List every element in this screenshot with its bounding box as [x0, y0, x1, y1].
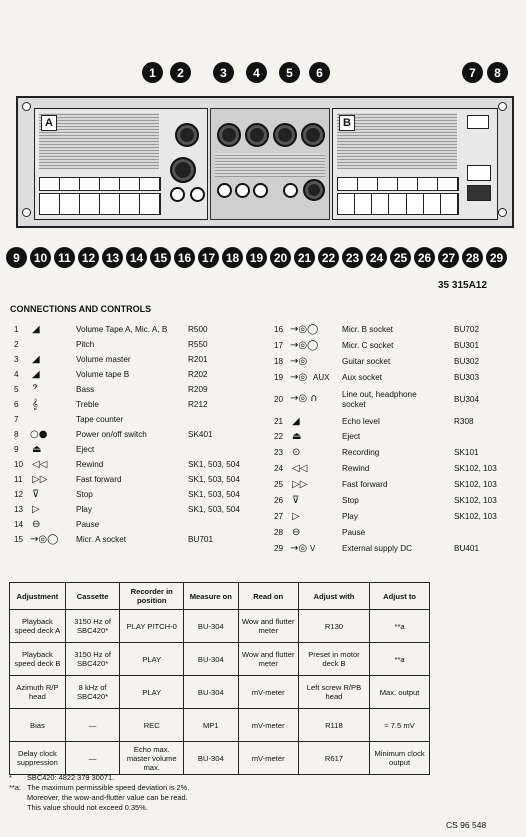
item-number: 7: [14, 415, 19, 424]
mic-a-socket[interactable]: [170, 187, 185, 202]
item-number: 9: [14, 445, 19, 454]
table-cell: Wow and flutter meter: [238, 610, 298, 643]
item-number: 21: [274, 417, 284, 426]
item-label: Play: [342, 512, 358, 521]
item-label: Micr. B socket: [342, 325, 393, 334]
callout-21: 21: [294, 247, 315, 268]
callout-5: 5: [279, 62, 300, 83]
list-item: [10, 502, 260, 517]
record-icon: ⊙: [292, 447, 301, 458]
item-code: SK102, 103: [454, 464, 497, 473]
table-cell: BU-304: [184, 676, 239, 709]
deck-a-keys[interactable]: [39, 193, 161, 215]
callout-1: 1: [142, 62, 163, 83]
item-number: 18: [274, 357, 284, 366]
column-header: Recorder in position: [120, 583, 184, 610]
item-code: SK102, 103: [454, 496, 497, 505]
item-label: External supply DC: [342, 544, 413, 553]
table-cell: Playback speed deck B: [10, 643, 66, 676]
item-code: R212: [188, 400, 208, 409]
echo-level-knob[interactable]: [303, 179, 325, 201]
item-label: Volume tape B: [76, 370, 130, 379]
deck-b: [332, 108, 498, 220]
pitch-knob[interactable]: [175, 123, 199, 147]
item-label: Aux socket: [342, 373, 383, 382]
item-label: Pitch: [76, 340, 95, 349]
item-number: 17: [274, 341, 284, 350]
fast-forward-icon: ▷▷: [32, 474, 48, 485]
aux-symbol-text: AUX: [313, 373, 330, 382]
item-code: SK1, 503, 504: [188, 505, 240, 514]
item-label: Line out, headphone socket: [342, 390, 417, 409]
callout-11: 11: [54, 247, 75, 268]
table-row: [10, 676, 430, 709]
mic-b-socket[interactable]: [190, 187, 205, 202]
item-label: Treble: [76, 400, 99, 409]
column-header: Measure on: [184, 583, 239, 610]
table-cell: Playback speed deck A: [10, 610, 66, 643]
item-code: BU701: [188, 535, 214, 544]
list-item: [272, 429, 522, 444]
table-cell: —: [65, 742, 120, 775]
slider-icon: ◢: [32, 324, 40, 335]
item-label: Play: [76, 505, 92, 514]
table-cell: REC: [120, 709, 184, 742]
table-cell: Bias: [10, 709, 66, 742]
table-cell: MP1: [184, 709, 239, 742]
table-row: [10, 643, 430, 676]
table-cell: 3150 Hz of SBC420*: [65, 610, 120, 643]
footnote-mark: *: [9, 773, 12, 782]
table-cell: BU-304: [184, 742, 239, 775]
table-cell: PLAY PITCH-0: [120, 610, 184, 643]
item-number: 14: [14, 520, 24, 529]
footnote: [9, 783, 190, 792]
aux-socket[interactable]: [253, 183, 268, 198]
callout-13: 13: [102, 247, 123, 268]
item-code: BU301: [454, 341, 480, 350]
item-label: Stop: [342, 496, 359, 505]
callout-4: 4: [246, 62, 267, 83]
callout-29: 29: [486, 247, 507, 268]
list-item: [10, 532, 260, 547]
item-label: Volume master: [76, 355, 131, 364]
list-item: [272, 525, 522, 540]
item-number: 11: [14, 475, 23, 484]
footnote-text: SBC420: 4822 379 30071.: [27, 773, 115, 782]
footnote: [9, 773, 115, 782]
column-header: Read on: [238, 583, 298, 610]
deck-b-keys[interactable]: [337, 193, 459, 215]
item-number: 26: [274, 496, 284, 505]
callout-26: 26: [414, 247, 435, 268]
table-cell: Echo max. master volume max.: [120, 742, 184, 775]
item-code: SK101: [454, 448, 479, 457]
mic-c-socket[interactable]: [217, 183, 232, 198]
footnote-text: The maximum permissible speed deviation is 2%.: [27, 783, 190, 792]
item-number: 22: [274, 432, 284, 441]
volume-tape-b-knob[interactable]: [245, 123, 269, 147]
item-label: Recording: [342, 448, 380, 457]
item-code: R201: [188, 355, 208, 364]
mic-socket-icon: →◎◯: [290, 324, 319, 335]
callout-7: 7: [462, 62, 483, 83]
item-label: Tape counter: [76, 415, 124, 424]
list-item: [272, 509, 522, 524]
item-number: 25: [274, 480, 284, 489]
callout-28: 28: [462, 247, 483, 268]
item-number: 16: [274, 325, 284, 334]
callout-20: 20: [270, 247, 291, 268]
item-code: SK1, 503, 504: [188, 490, 240, 499]
list-item: [10, 382, 260, 397]
bass-clef-icon: 𝄢: [32, 384, 39, 395]
table-cell: Minimum clock output: [370, 742, 430, 775]
table-cell: mV-meter: [238, 709, 298, 742]
table-cell: Wow and flutter meter: [238, 643, 298, 676]
item-number: 13: [14, 505, 24, 514]
figure-code: 35 315A12: [438, 280, 487, 291]
list-item: [272, 461, 522, 476]
callout-24: 24: [366, 247, 387, 268]
list-item: [10, 427, 260, 442]
list-item: [10, 352, 260, 367]
item-number: 28: [274, 528, 284, 537]
list-item: [272, 390, 522, 412]
item-code: R500: [188, 325, 208, 334]
stop-icon: ⊽: [292, 495, 300, 506]
page-code: CS 96 548: [446, 820, 487, 830]
list-item: [10, 442, 260, 457]
table-cell: 8 kHz of SBC420*: [65, 676, 120, 709]
item-number: 4: [14, 370, 19, 379]
screw-icon: [498, 102, 507, 111]
slider-icon: ◢: [292, 416, 300, 427]
item-label: Pause: [76, 520, 100, 529]
item-label: Fast forward: [76, 475, 122, 484]
rewind-icon: ◁◁: [32, 459, 48, 470]
table-cell: Azimuth R/P head: [10, 676, 66, 709]
item-code: SK401: [188, 430, 213, 439]
callout-9: 9: [6, 247, 27, 268]
list-item: [272, 477, 522, 492]
list-item: [10, 517, 260, 532]
footnote-mark: **a:: [9, 783, 21, 792]
callout-17: 17: [198, 247, 219, 268]
slider-icon: ◢: [32, 369, 40, 380]
section-heading: CONNECTIONS AND CONTROLS: [10, 304, 152, 314]
mic-socket-icon: →◎◯: [30, 534, 59, 545]
volume-a-knob[interactable]: [170, 157, 196, 183]
table-cell: PLAY: [120, 643, 184, 676]
deck-a-label: A: [41, 115, 57, 131]
pause-icon: ⊖: [292, 527, 301, 538]
power-icon: ○●: [30, 429, 48, 440]
item-label: Rewind: [342, 464, 370, 473]
treble-clef-icon: 𝄞: [32, 399, 38, 410]
list-item: [272, 445, 522, 460]
list-item: [10, 397, 260, 412]
item-number: 20: [274, 395, 284, 404]
rewind-icon: ◁◁: [292, 463, 308, 474]
item-label: Guitar socket: [342, 357, 391, 366]
table-cell: **a: [370, 610, 430, 643]
guitar-socket-icon: →◎: [290, 356, 308, 367]
item-number: 5: [14, 385, 19, 394]
table-cell: R617: [298, 742, 369, 775]
item-number: 10: [14, 460, 24, 469]
callout-3: 3: [213, 62, 234, 83]
screw-icon: [22, 102, 31, 111]
item-label: Stop: [76, 490, 93, 499]
table-cell: BU-304: [184, 610, 239, 643]
item-number: 6: [14, 400, 19, 409]
list-item: [10, 472, 260, 487]
list-item: [272, 322, 522, 337]
item-code: SK1, 503, 504: [188, 475, 240, 484]
dc-supply-icon: →◎: [290, 543, 308, 554]
callout-15: 15: [150, 247, 171, 268]
table-cell: R130: [298, 610, 369, 643]
list-item: [10, 337, 260, 352]
item-number: 3: [14, 355, 19, 364]
table-cell: PLAY: [120, 676, 184, 709]
deck-a: [34, 108, 208, 220]
list-item: [10, 457, 260, 472]
item-number: 23: [274, 448, 284, 457]
item-code: BU303: [454, 373, 480, 382]
item-code: BU304: [454, 395, 480, 404]
callout-22: 22: [318, 247, 339, 268]
item-code: SK1, 503, 504: [188, 460, 240, 469]
item-code: R209: [188, 385, 208, 394]
callout-14: 14: [126, 247, 147, 268]
item-code: R202: [188, 370, 208, 379]
item-number: 8: [14, 430, 19, 439]
item-number: 1: [14, 325, 19, 334]
table-cell: Preset in motor deck B: [298, 643, 369, 676]
table-cell: BU-304: [184, 643, 239, 676]
list-item: [10, 412, 260, 427]
callout-16: 16: [174, 247, 195, 268]
callout-18: 18: [222, 247, 243, 268]
callout-23: 23: [342, 247, 363, 268]
play-icon: ▷: [32, 504, 40, 515]
item-code: BU702: [454, 325, 480, 334]
headphone-socket[interactable]: [283, 183, 298, 198]
mixer-panel: [210, 108, 330, 220]
callout-2: 2: [170, 62, 191, 83]
table-cell: 3150 Hz of SBC420*: [65, 643, 120, 676]
item-code: BU401: [454, 544, 480, 553]
table-cell: **a: [370, 643, 430, 676]
play-icon: ▷: [292, 511, 300, 522]
footnote-text: This value should not exceed 0.35%.: [27, 803, 148, 812]
item-code: R308: [454, 417, 474, 426]
fast-forward-icon: ▷▷: [292, 479, 308, 490]
deck-b-keys-top: [337, 177, 459, 191]
deck-a-keys-top: [39, 177, 161, 191]
item-number: 27: [274, 512, 284, 521]
item-number: 24: [274, 464, 284, 473]
item-label: Bass: [76, 385, 95, 394]
item-number: 29: [274, 544, 284, 553]
column-header: Adjust with: [298, 583, 369, 610]
table-cell: ≈ 7.5 mV: [370, 709, 430, 742]
column-header: Adjustment: [10, 583, 66, 610]
list-item: [272, 541, 522, 556]
table-cell: mV-meter: [238, 742, 298, 775]
callout-25: 25: [390, 247, 411, 268]
slider-icon: ◢: [32, 354, 40, 365]
callout-10: 10: [30, 247, 51, 268]
item-label: Volume Tape A, Mic. A, B: [76, 325, 168, 334]
item-code: SK102, 103: [454, 480, 497, 489]
item-code: R550: [188, 340, 208, 349]
table-cell: —: [65, 709, 120, 742]
item-label: Power on/off switch: [76, 430, 147, 439]
item-number: 19: [274, 373, 284, 382]
bass-knob[interactable]: [273, 123, 297, 147]
item-code: SK102, 103: [454, 512, 497, 521]
mic-socket-icon: →◎◯: [290, 340, 319, 351]
table-cell: Max. output: [370, 676, 430, 709]
table-header-row: [10, 583, 430, 610]
item-label: Rewind: [76, 460, 104, 469]
list-item: [272, 338, 522, 353]
grille: [215, 153, 325, 177]
adjustment-table: [9, 582, 430, 775]
dc-symbol-text: V: [310, 544, 316, 553]
footnote-text: Moreover, the wow-and-flutter value can be read.: [27, 793, 188, 802]
eject-icon: ⏏: [292, 431, 302, 442]
tape-counter: [467, 115, 489, 129]
list-item: [272, 370, 522, 385]
item-label: Fast forward: [342, 480, 388, 489]
screw-icon: [22, 208, 31, 217]
item-label: Echo level: [342, 417, 380, 426]
callout-19: 19: [246, 247, 267, 268]
list-item: [10, 322, 260, 337]
volume-master-knob[interactable]: [217, 123, 241, 147]
item-label: Micr. A socket: [76, 535, 127, 544]
guitar-socket[interactable]: [235, 183, 250, 198]
power-switch[interactable]: [467, 165, 491, 181]
tape-recorder-illustration: [16, 96, 514, 228]
callout-6: 6: [309, 62, 330, 83]
item-label: Pause: [342, 528, 366, 537]
table-cell: Delay clock suppression: [10, 742, 66, 775]
item-label: Micr. C socket: [342, 341, 394, 350]
column-header: Adjust to: [370, 583, 430, 610]
list-item: [10, 367, 260, 382]
pause-icon: ⊖: [32, 519, 41, 530]
treble-knob[interactable]: [301, 123, 325, 147]
table-row: [10, 709, 430, 742]
list-item: [272, 354, 522, 369]
list-item: [10, 487, 260, 502]
table-cell: mV-meter: [238, 676, 298, 709]
cassette-window-a: [39, 113, 159, 169]
item-label: Eject: [342, 432, 361, 441]
aux-socket-icon: →◎: [290, 372, 308, 383]
item-number: 15: [14, 535, 24, 544]
screw-icon: [498, 208, 507, 217]
stop-icon: ⊽: [32, 489, 40, 500]
deck-b-label: B: [339, 115, 355, 131]
table-row: [10, 742, 430, 775]
item-number: 12: [14, 490, 24, 499]
callout-27: 27: [438, 247, 459, 268]
dc-supply-socket[interactable]: [467, 185, 491, 201]
item-number: 2: [14, 340, 19, 349]
eject-icon: ⏏: [32, 444, 42, 455]
headphone-socket-icon: →◎ ∩: [290, 393, 318, 404]
list-item: [272, 414, 522, 429]
item-label: Eject: [76, 445, 95, 454]
callout-8: 8: [487, 62, 508, 83]
cassette-window-b: [337, 113, 457, 169]
list-item: [272, 493, 522, 508]
column-header: Cassette: [65, 583, 120, 610]
callout-12: 12: [78, 247, 99, 268]
item-code: BU302: [454, 357, 480, 366]
table-cell: Left screw R/PB head: [298, 676, 369, 709]
table-row: [10, 610, 430, 643]
table-cell: R118: [298, 709, 369, 742]
